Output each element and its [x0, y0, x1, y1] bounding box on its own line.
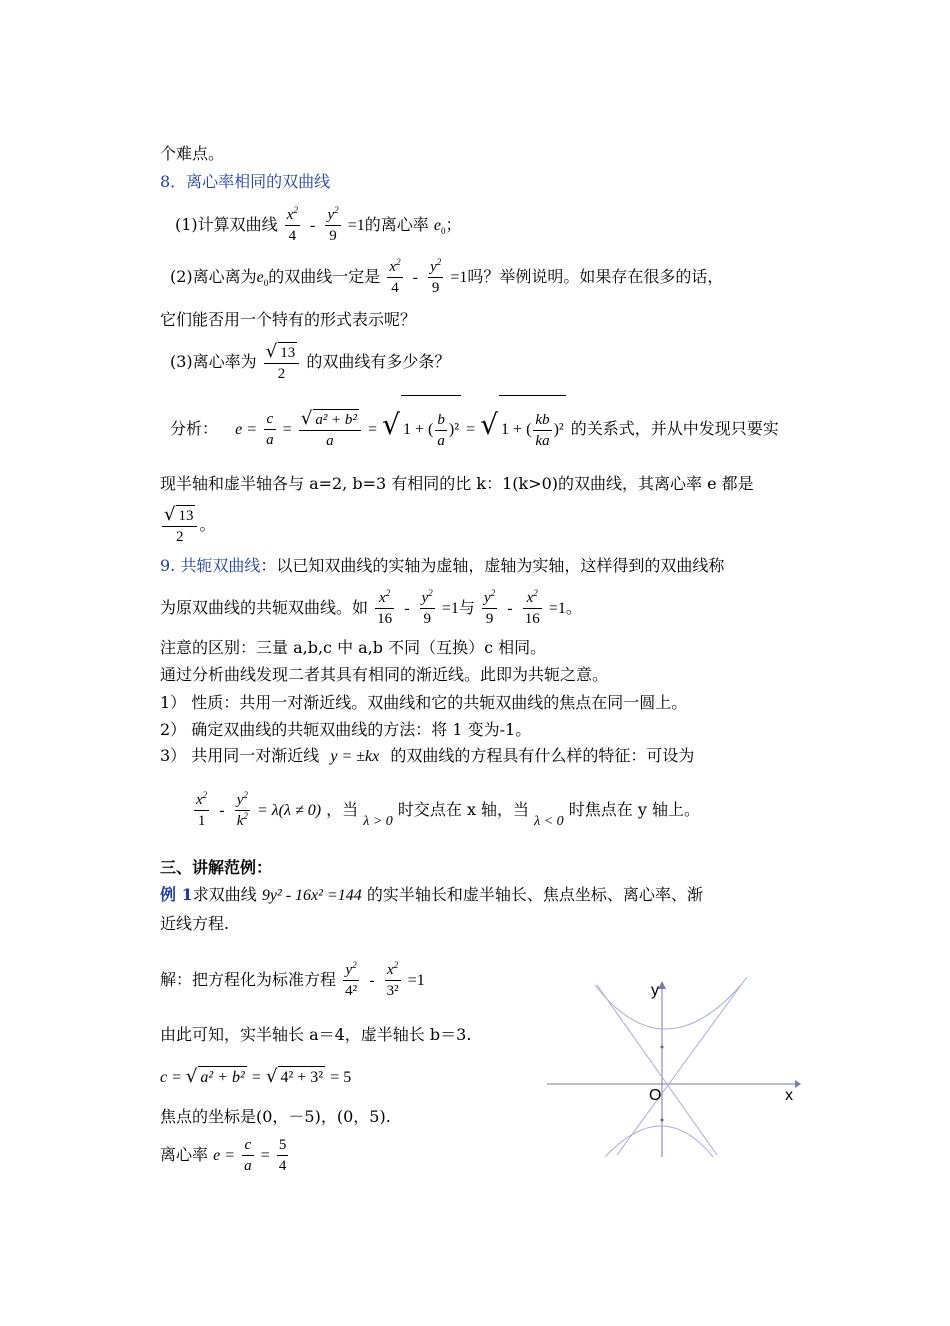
origin-label: O	[649, 1087, 662, 1104]
fraction: $\frac{x^2}{4}$	[389, 257, 401, 296]
formula-line: 离心率 e = $\frac{c}{a}$ = $\frac{5}{4}$	[160, 1137, 287, 1174]
list-item: 1） 性质：共用一对渐近线。双曲线和它的共轭双曲线的焦点在同一圆上。	[160, 693, 688, 712]
section-heading-3: 三、讲解范例：	[160, 858, 273, 877]
fraction: $\frac{\text{√ a² + b²}}{a}$	[299, 409, 361, 451]
y-axis-arrow	[658, 981, 666, 989]
focus-point	[661, 1046, 664, 1049]
asymptote	[617, 977, 747, 1155]
hyperbola-lower-branch	[605, 1126, 713, 1157]
analysis-line: 分析： e = $\frac{c}{a}$ = $\frac{\text{√ a² + b²}}{a}$ = √ 1 + ( $\frac{b}{a}$ )² = √ 1 + ( $\frac{kb}{ka}$ )² 的关系式，并从中发现只要实	[170, 395, 779, 460]
text-line: 注意的区别：三量 a,b,c 中 a,b 不同（互换）c 相同。	[160, 638, 547, 657]
section-heading-8: 8．离心率相同的双曲线	[160, 172, 331, 191]
hyperbola-upper-branch	[595, 985, 741, 1029]
text-line: 为原双曲线的共轭双曲线。如 $\frac{x^2}{16}$ - $\frac{y^2}{9}$ =1与 $\frac{y^2}{9}$ - $\frac{x^2}{16}$ =1。	[160, 588, 582, 627]
fraction: $\frac{y^2}{9}$	[327, 205, 339, 244]
fraction: $\frac{c}{a}$	[266, 411, 274, 448]
list-item: 2） 确定双曲线的共轭双曲线的方法：将 1 变为-1。	[160, 720, 532, 739]
asymptote	[597, 985, 717, 1155]
text-line: $\frac{√ 13}{2}$ 。	[164, 503, 216, 545]
y-axis-label: y	[651, 982, 659, 999]
fraction: $\frac{c}{a}$	[244, 1137, 252, 1174]
example-line: 例 1求双曲线 9y² - 16x² =144 的实半轴长和虚半轴长、焦点坐标、离心率、渐	[160, 885, 703, 904]
fraction: $\frac{√ 13}{2}$	[264, 342, 299, 384]
fraction: $\frac{y^2}{\text{4²}}$	[345, 960, 358, 999]
text-line: 现半轴和虚半轴各与 a=2, b=3 有相同的比 k：1(k>0)的双曲线，其离心率 e 都是	[160, 474, 754, 493]
fraction: $\frac{x^2}{\text{3²}}$	[386, 960, 399, 999]
fraction: $\frac{y^2}{9}$	[421, 588, 433, 627]
formula-line: $\frac{x^2}{1}$ - $\frac{y^2}{k^2}$ = λ(λ ≠ 0) ，当 λ > 0 时交点在 x 轴，当 λ < 0 时焦点在 y 轴上。	[196, 790, 700, 829]
x-axis-arrow	[795, 1080, 801, 1088]
item-3: (3)离心率为 $\frac{√ 13}{2}$ 的双曲线有多少条？	[170, 340, 451, 382]
fraction: $\frac{5}{4}$	[278, 1137, 287, 1174]
solution-line: 解：把方程化为标准方程 $\frac{y^2}{\text{4²}}$ - $\frac{x^2}{\text{3²}}$ =1	[160, 960, 425, 999]
fraction: $\frac{y^2}{9}$	[430, 257, 442, 296]
fraction: $\frac{b}{a}$	[437, 411, 445, 449]
list-item: 3） 共用同一对渐近线 y = ±kx 的双曲线的方程具有什么样的特征：可设为	[160, 746, 695, 765]
text-line: 近线方程.	[160, 914, 230, 933]
focus-point	[661, 1119, 664, 1122]
fraction: $\frac{kb}{ka}$	[535, 411, 550, 449]
text-line: 它们能否用一个特有的形式表示呢？	[160, 310, 417, 329]
fraction: $\frac{y^2}{k^2}$	[236, 790, 248, 829]
item-1: (1)计算双曲线 $\frac{x^2}{4}$ - $\frac{y^2}{9}$ =1的离心率 $e_0$；	[175, 205, 462, 244]
fraction: $\frac{y^2}{9}$	[484, 588, 496, 627]
fraction: $\frac{x^2}{16}$	[524, 588, 540, 627]
fraction: $\frac{√ 13}{2}$	[162, 505, 197, 547]
item-2: (2)离心离为$e_0$的双曲线一定是 $\frac{x^2}{4}$ - $\frac{y^2}{9}$ =1吗？举例说明。如果存在很多的话，	[170, 257, 724, 296]
text-line: 通过分析曲线发现二者其具有相同的渐近线。此即为共轭之意。	[160, 665, 609, 684]
text-line: 个难点。	[160, 144, 225, 163]
fraction: $\frac{x^2}{1}$	[196, 790, 208, 829]
section-heading-9: 9. 共轭双曲线：以已知双曲线的实轴为虚轴，虚轴为实轴，这样得到的双曲线称	[160, 556, 725, 575]
text-line: 由此可知，实半轴长 a＝4，虚半轴长 b＝3.	[160, 1025, 472, 1044]
hyperbola-graph	[545, 975, 805, 1160]
fraction: $\frac{x^2}{16}$	[377, 588, 393, 627]
fraction: $\frac{x^2}{4}$	[286, 205, 298, 244]
x-axis-label: x	[785, 1087, 793, 1104]
text-line: 焦点的坐标是(0，－5)，(0，5).	[160, 1107, 391, 1126]
formula-line: c = √ a² + b² = √ 4² + 3² = 5	[160, 1066, 352, 1087]
